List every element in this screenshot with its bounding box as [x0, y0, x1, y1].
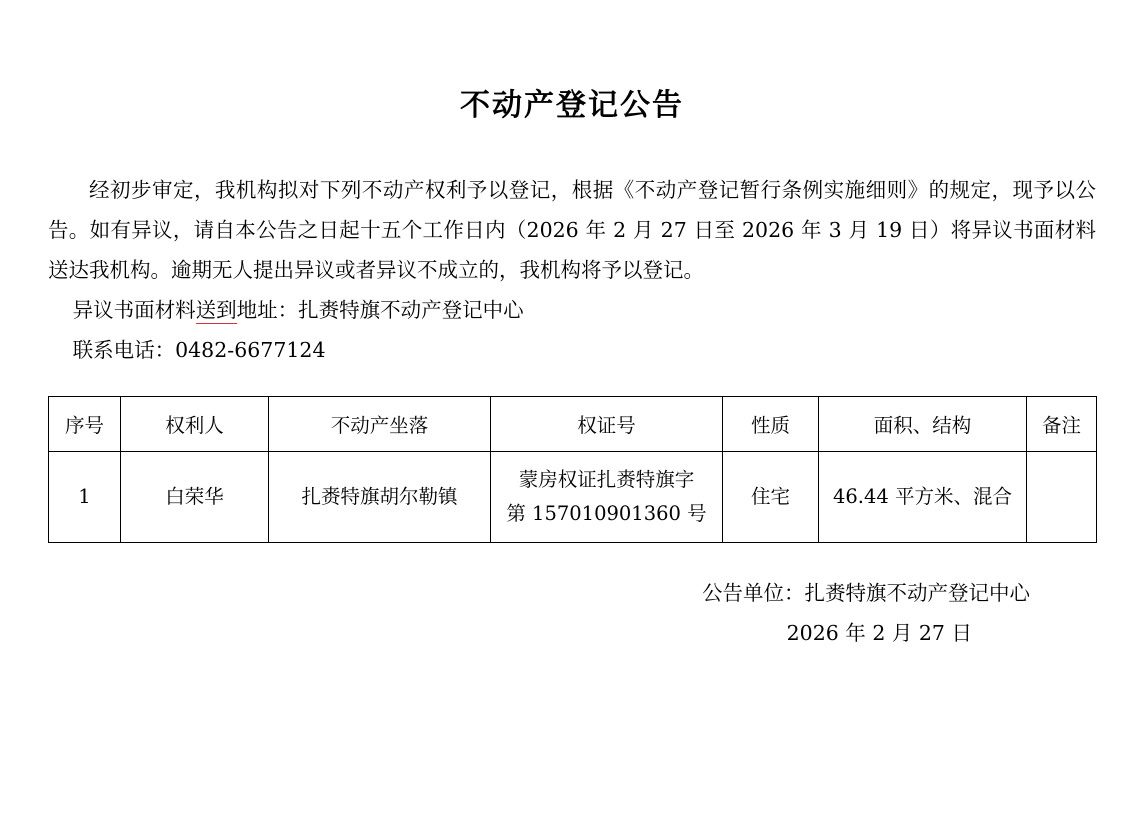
table-header-cert-no: 权证号 [491, 397, 723, 452]
cell-nature: 住宅 [723, 452, 819, 543]
table-header-index: 序号 [49, 397, 121, 452]
cell-owner: 白荣华 [121, 452, 269, 543]
cell-location: 扎赉特旗胡尔勒镇 [269, 452, 491, 543]
issuer-line: 公告单位：扎赉特旗不动产登记中心 [702, 581, 1030, 605]
table-header-area: 面积、结构 [819, 397, 1027, 452]
table-header [49, 397, 1097, 452]
cell-cert-no-line2: 第 157010901360 号 [506, 502, 707, 525]
table-header-remark: 备注 [1027, 397, 1097, 452]
issue-date-line: 2026 年 2 月 27 日 [786, 621, 972, 645]
table-header-nature: 性质 [723, 397, 819, 452]
address-line-prefix: 异议书面材料 [72, 298, 196, 322]
cell-index: 1 [49, 452, 121, 543]
table-body [49, 452, 1097, 543]
document-footer [48, 573, 1096, 653]
cell-area-structure: 46.44 平方米、混合 [819, 452, 1027, 543]
address-line-suffix: 地址：扎赉特旗不动产登记中心 [236, 298, 524, 322]
address-line [48, 290, 1096, 330]
table-row [49, 452, 1097, 543]
page-title: 不动产登记公告 [460, 88, 684, 123]
table-header-location: 不动产坐落 [269, 397, 491, 452]
address-line-underlined: 送到 [195, 298, 237, 322]
table-header-owner: 权利人 [121, 397, 269, 452]
document-page [0, 88, 1144, 821]
cell-cert-no [491, 452, 723, 543]
phone-line: 联系电话：0482-6677124 [72, 338, 326, 362]
table-header-row [49, 397, 1097, 452]
cell-cert-no-line1: 蒙房权证扎赉特旗字 [518, 468, 695, 491]
announcement-paragraph: 经初步审定，我机构拟对下列不动产权利予以登记，根据《不动产登记暂行条例实施细则》的规定，现予以公告。如有异议，请自本公告之日起十五个工作日内（2026 年 2 月 27 日至 2026 年 3 月 19 日）将异议书面材料送达我机构。逾期无人提出异议或者异议不成立的，我机构将予以登记。 [48, 178, 1096, 282]
announcement-body [48, 170, 1096, 370]
cell-remark [1027, 452, 1097, 543]
registration-table [48, 396, 1097, 543]
